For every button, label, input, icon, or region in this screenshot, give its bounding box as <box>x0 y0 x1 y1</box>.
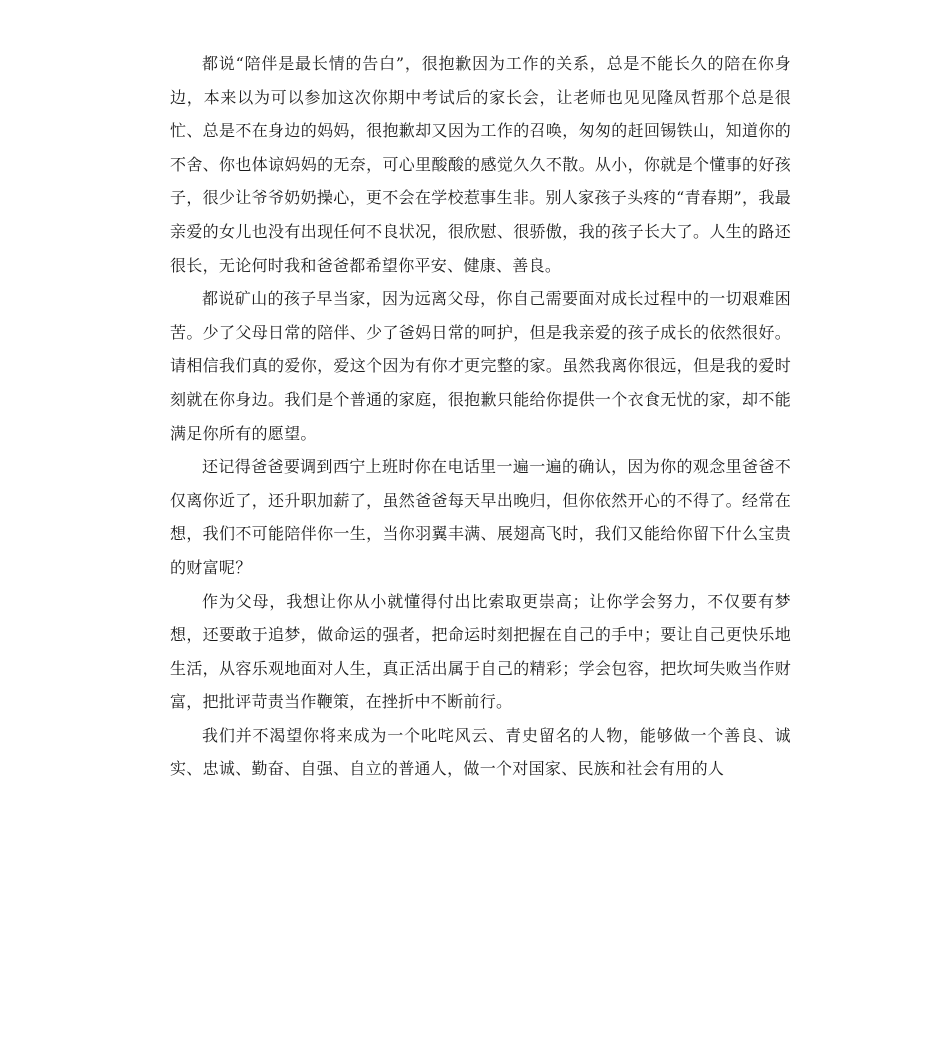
paragraph-5: 我们并不渴望你将来成为一个叱咤风云、青史留名的人物，能够做一个善良、诚实、忠诚、勤奋、自强、自立的普通人，做一个对国家、民族和社会有用的人 <box>170 725 791 779</box>
paragraph-2: 都说矿山的孩子早当家，因为远离父母，你自己需要面对成长过程中的一切艰难困苦。少了父母日常的陪伴、少了爸妈日常的呵护，但是我亲爱的孩子成长的依然很好。请相信我们真的爱你，爱这个因为有你才更完整的家。虽然我离你很远，但是我的爱时刻就在你身边。我们是个普通的家庭，很抱歉只能给你提供一个衣食无忧的家，却不能满足你所有的愿望。 <box>170 289 791 443</box>
paragraph-4: 作为父母，我想让你从小就懂得付出比索取更崇高；让你学会努力，不仅要有梦想，还要敢于追梦，做命运的强者，把命运时刻把握在自己的手中；要让自己更快乐地生活，从容乐观地面对人生，真正活出属于自己的精彩；学会包容，把坎坷失败当作财富，把批评苛责当作鞭策，在挫折中不断前行。 <box>170 591 791 712</box>
paragraph-3: 还记得爸爸要调到西宁上班时你在电话里一遍一遍的确认，因为你的观念里爸爸不仅离你近了，还升职加薪了，虽然爸爸每天早出晚归，但你依然开心的不得了。经常在想，我们不可能陪伴你一生，当你羽翼丰满、展翅高飞时，我们又能给你留下什么宝贵的财富呢？ <box>170 457 791 577</box>
document-page <box>170 47 791 786</box>
paragraph-1: 都说“陪伴是最长情的告白”，很抱歉因为工作的关系，总是不能长久的陪在你身边，本来以为可以参加这次你期中考试后的家长会，让老师也见见隆凤哲那个总是很忙、总是不在身边的妈妈，很抱歉却又因为工作的召唤，匆匆的赶回锡铁山，知道你的不舍、你也体谅妈妈的无奈，可心里酸酸的感觉久久不散。从小，你就是个懂事的好孩子，很少让爷爷奶奶操心，更不会在学校惹事生非。别人家孩子头疼的“青春期”，我最亲爱的女儿也没有出现任何不良状况，很欣慰、很骄傲，我的孩子长大了。人生的路还很长，无论何时我和爸爸都希望你平安、健康、善良。 <box>170 54 791 275</box>
